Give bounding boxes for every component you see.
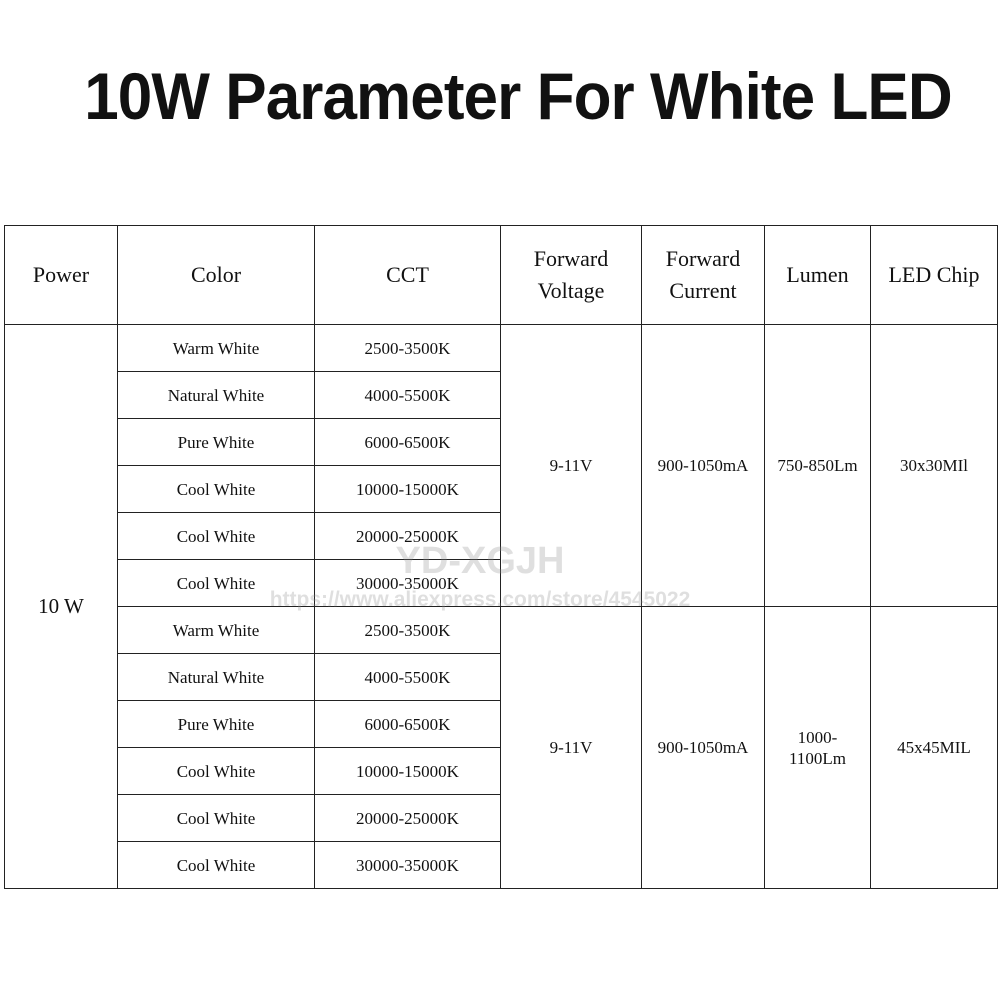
color-cell: Cool White <box>118 513 315 560</box>
parameter-table <box>4 225 998 889</box>
header-color: Color <box>118 226 315 325</box>
table-row <box>5 607 998 654</box>
color-cell: Cool White <box>118 466 315 513</box>
color-cell: Cool White <box>118 842 315 889</box>
color-cell: Cool White <box>118 748 315 795</box>
forward-voltage-cell: 9-11V <box>501 325 642 607</box>
lumen-cell <box>765 607 871 889</box>
forward-voltage-cell: 9-11V <box>501 607 642 889</box>
cct-cell: 30000-35000K <box>315 842 501 889</box>
cct-cell: 20000-25000K <box>315 795 501 842</box>
forward-current-cell: 900-1050mA <box>642 325 765 607</box>
color-cell: Cool White <box>118 560 315 607</box>
cct-cell: 6000-6500K <box>315 419 501 466</box>
header-lumen: Lumen <box>765 226 871 325</box>
header-led-chip: LED Chip <box>871 226 998 325</box>
led-chip-cell: 30x30MIl <box>871 325 998 607</box>
color-cell: Natural White <box>118 372 315 419</box>
color-cell: Pure White <box>118 701 315 748</box>
cct-cell: 2500-3500K <box>315 325 501 372</box>
color-cell: Cool White <box>118 795 315 842</box>
header-forward-current-line2: Current <box>669 278 737 303</box>
header-power: Power <box>5 226 118 325</box>
header-forward-current <box>642 226 765 325</box>
watermark-url: https://www.aliexpress.com/store/4545022 <box>269 588 691 611</box>
cct-cell: 10000-15000K <box>315 466 501 513</box>
page-title: 10W Parameter For White LED <box>84 59 952 133</box>
lumen-cell: 750-850Lm <box>765 325 871 607</box>
power-value: 10 W <box>5 325 118 889</box>
header-forward-voltage <box>501 226 642 325</box>
header-cct: CCT <box>315 226 501 325</box>
watermark-brand: YD-XGJH <box>395 540 565 582</box>
cct-cell: 20000-25000K <box>315 513 501 560</box>
cct-cell: 2500-3500K <box>315 607 501 654</box>
forward-current-cell: 900-1050mA <box>642 607 765 889</box>
header-forward-voltage-line2: Voltage <box>537 278 605 303</box>
color-cell: Warm White <box>118 607 315 654</box>
color-cell: Pure White <box>118 419 315 466</box>
table-row <box>5 325 998 372</box>
header-forward-current-line1: Forward <box>665 246 741 271</box>
color-cell: Warm White <box>118 325 315 372</box>
header-forward-voltage-line1: Forward <box>533 246 609 271</box>
color-cell: Natural White <box>118 654 315 701</box>
header-row <box>5 226 998 325</box>
led-chip-cell: 45x45MIL <box>871 607 998 889</box>
lumen-value: 1000-1100Lm <box>789 727 846 768</box>
cct-cell: 6000-6500K <box>315 701 501 748</box>
cct-cell: 4000-5500K <box>315 372 501 419</box>
cct-cell: 4000-5500K <box>315 654 501 701</box>
cct-cell: 10000-15000K <box>315 748 501 795</box>
cct-cell: 30000-35000K <box>315 560 501 607</box>
